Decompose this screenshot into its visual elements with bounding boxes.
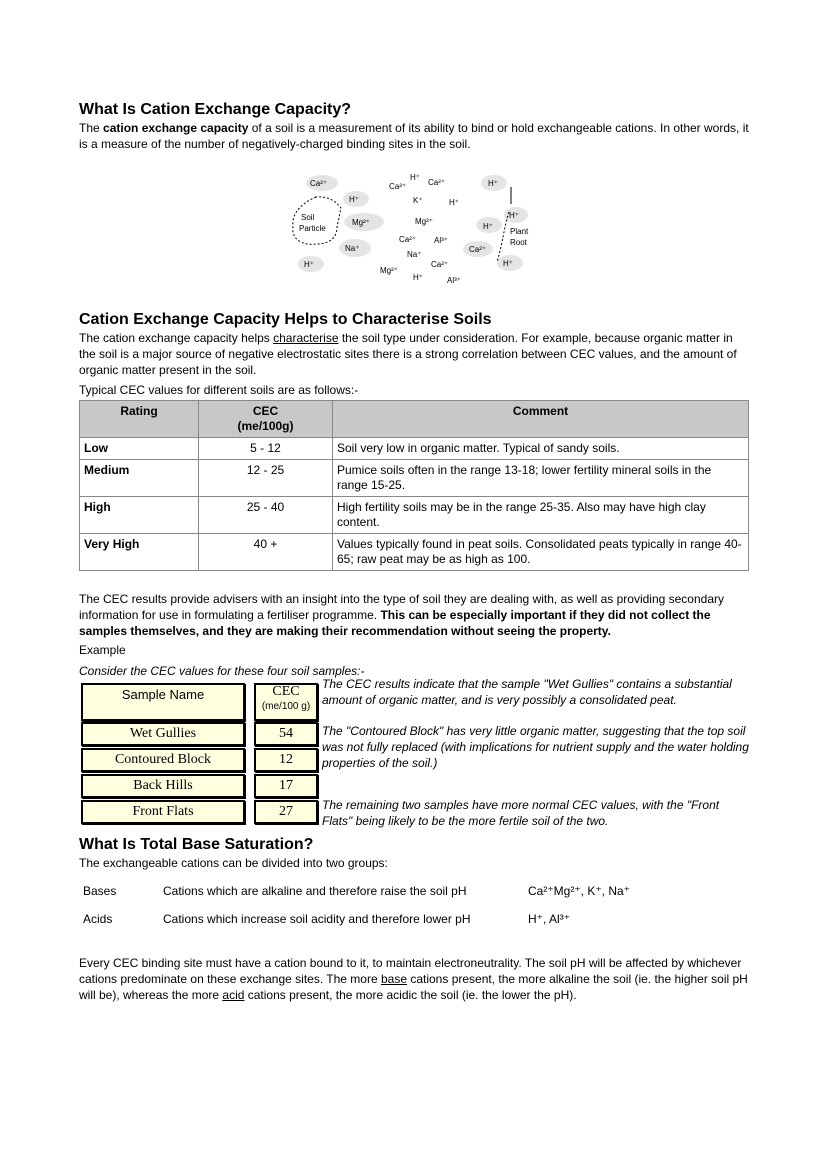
cation-groups-table xyxy=(79,877,634,933)
ion-label: H⁺ xyxy=(449,198,459,207)
ion-label: Ca²⁺ xyxy=(399,235,417,244)
ion-label: Ca²⁺ xyxy=(431,260,449,269)
sample-name-cell: Contoured Block xyxy=(81,748,245,772)
note-wet-gullies: The CEC results indicate that the sample "Wet Gullies" contains a substantial amount of organic matter, and is very possibly a consolidated peat. xyxy=(322,677,732,707)
header-rating: Rating xyxy=(80,401,199,438)
sample-cec-cell: 27 xyxy=(254,800,318,824)
ion-label: Ca²⁺ xyxy=(389,182,407,191)
heading-what-is-cec: What Is Cation Exchange Capacity? xyxy=(79,101,352,118)
heading-base-saturation: What Is Total Base Saturation? xyxy=(79,836,314,853)
ion-label: H⁺ xyxy=(349,195,359,204)
ion-label: H⁺ xyxy=(413,273,423,282)
header-cec: CEC (me/100g) xyxy=(199,401,333,438)
cec-definition-paragraph: The cation exchange capacity of a soil is a measurement of its ability to bind or hold exchangeable cations. In other words, it is a measure of the number of negatively-charged binding sites in the soil. xyxy=(79,121,749,151)
ion-label: Mg²⁺ xyxy=(415,217,433,226)
sample-cec-cell: 17 xyxy=(254,774,318,798)
document-page xyxy=(79,100,749,1003)
advisers-paragraph: The CEC results provide advisers with an insight into the type of soil they are dealing with, as well as providing secondary information for use in formulating a fertiliser programme. This can be especially important if they did not collect the samples themselves, and they are making their recommendation without seeing the property. xyxy=(79,592,724,638)
ion-label: H⁺ xyxy=(509,211,519,220)
ion-label: H⁺ xyxy=(488,179,498,188)
soil-label-1: Soil xyxy=(301,213,315,222)
cation-exchange-diagram xyxy=(79,172,749,292)
example-label: Example xyxy=(79,643,126,657)
sample-name-header: Sample Name xyxy=(81,683,245,721)
ion-label: Ca²⁺ xyxy=(310,179,328,188)
sample-cec-cell: 12 xyxy=(254,748,318,772)
table-header-row xyxy=(80,401,749,438)
table-row: Low 5 - 12 Soil very low in organic matter. Typical of sandy soils. xyxy=(80,438,749,460)
note-contoured-block: The "Contoured Block" has very little organic matter, suggesting that the top soil was not fully replaced (with implications for nutrient supply and the water holding properties of the soil.) xyxy=(322,724,749,770)
characterise-paragraph: The cation exchange capacity helps characterise the soil type under consideration. For example, because organic matter in the soil is a major source of negative electrostatic sites there is a strong correlation between CEC values, and the amount of organic matter present in the soil. xyxy=(79,331,737,377)
table-row: Very High 40 + Values typically found in peat soils. Consolidated peats typically in range 40-65; raw peat may be as high as 100. xyxy=(80,534,749,571)
ion-label: Al³⁺ xyxy=(447,276,461,285)
sample-name-cell: Back Hills xyxy=(81,774,245,798)
root-label-2: Root xyxy=(510,238,527,247)
electroneutrality-paragraph: Every CEC binding site must have a cation bound to it, to maintain electroneutrality. The soil pH will be affected by whichever cations predominate on these exchange sites. The more base cations present, the more alkaline the soil (ie. the higher soil pH will be), whereas the more acid cations present, the more acidic the soil (ie. the lower the pH). xyxy=(79,956,748,1002)
table-row: Bases Cations which are alkaline and therefore raise the soil pH Ca²⁺Mg²⁺, K⁺, Na⁺ xyxy=(83,884,631,898)
note-front-flats: The remaining two samples have more normal CEC values, with the "Front Flats" being likely to be the more fertile soil of the two. xyxy=(322,798,720,828)
ion-label: Na⁺ xyxy=(407,250,422,259)
header-comment: Comment xyxy=(333,401,749,438)
ion-label: Mg²⁺ xyxy=(352,218,370,227)
ion-label: Al³⁺ xyxy=(434,236,448,245)
ion-label: H⁺ xyxy=(304,260,314,269)
ion-label: H⁺ xyxy=(410,173,420,182)
example-intro: Consider the CEC values for these four soil samples:- xyxy=(79,664,365,678)
sample-cec-cell: 54 xyxy=(254,722,318,746)
table-row: High 25 - 40 High fertility soils may be in the range 25-35. Also may have high clay content. xyxy=(80,497,749,534)
soil-label-2: Particle xyxy=(299,224,326,233)
ion-label: H⁺ xyxy=(503,259,513,268)
ion-label: H⁺ xyxy=(483,222,493,231)
ion-label: Ca²⁺ xyxy=(428,178,446,187)
typical-values-intro: Typical CEC values for different soils are as follows:- xyxy=(79,383,359,397)
ion-label: Mg²⁺ xyxy=(380,266,398,275)
sample-name-cell: Wet Gullies xyxy=(81,722,245,746)
sample-example xyxy=(79,677,749,831)
heading-characterise-soils: Cation Exchange Capacity Helps to Characterise Soils xyxy=(79,311,492,328)
cec-values-table xyxy=(79,400,749,571)
root-label-1: Plant xyxy=(510,227,529,236)
table-row: Medium 12 - 25 Pumice soils often in the range 13-18; lower fertility mineral soils in the range 15-25. xyxy=(80,460,749,497)
cec-header: CEC (me/100 g) xyxy=(254,683,318,721)
ion-label: K⁺ xyxy=(413,196,423,205)
ion-label: Na⁺ xyxy=(345,244,360,253)
groups-intro: The exchangeable cations can be divided into two groups: xyxy=(79,856,388,870)
table-row: Acids Cations which increase soil acidity and therefore lower pH H⁺, Al³⁺ xyxy=(83,912,571,926)
ion-label: Ca²⁺ xyxy=(469,245,487,254)
sample-name-cell: Front Flats xyxy=(81,800,245,824)
